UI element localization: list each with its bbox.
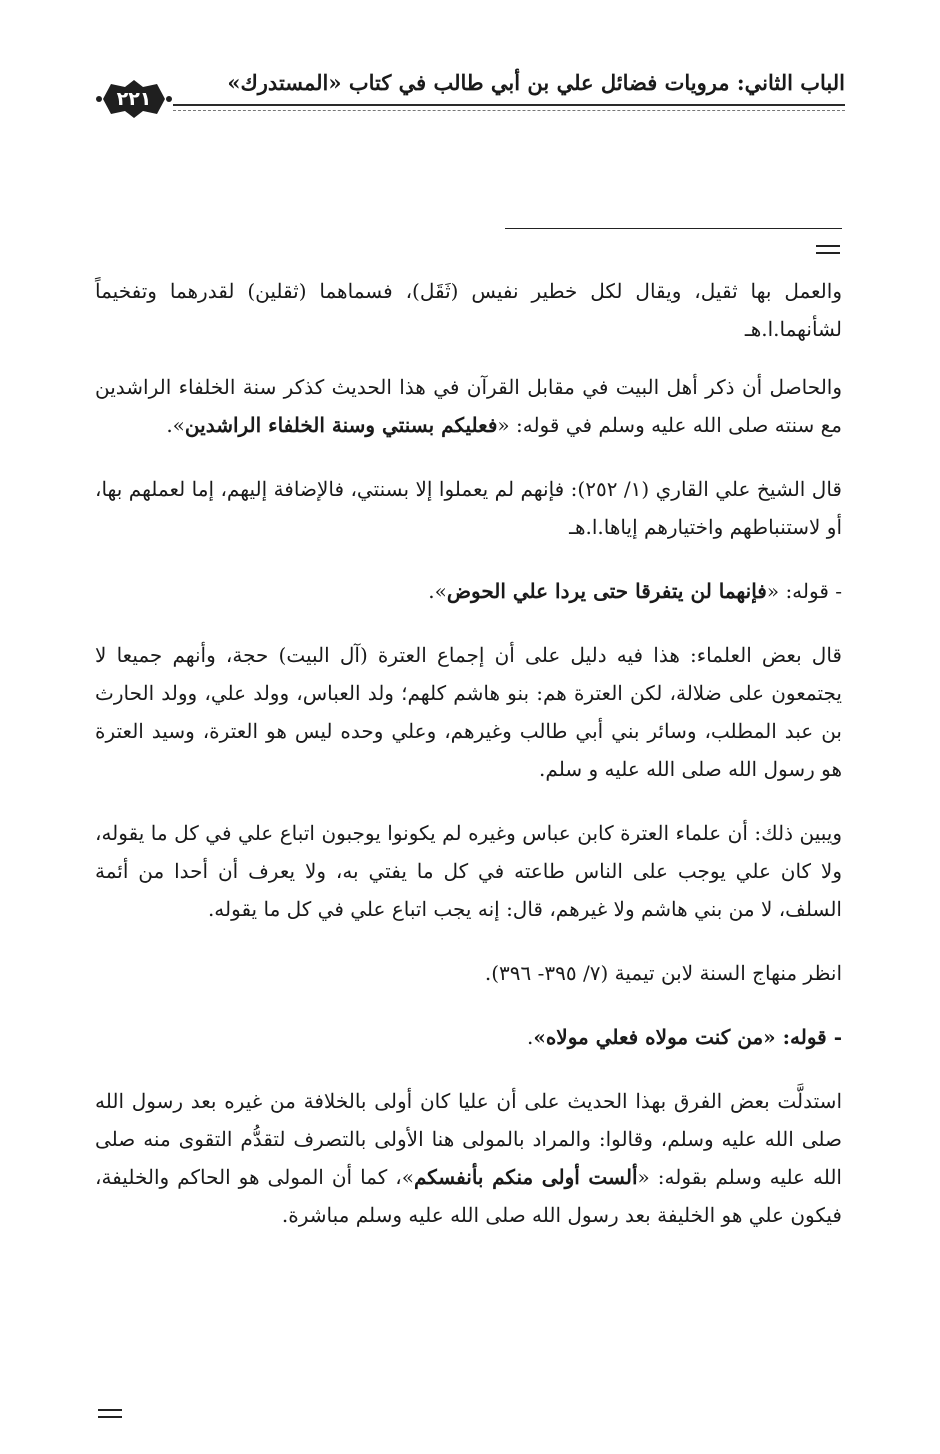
continuation-mark-icon [98, 1409, 122, 1418]
bold-quote: فإنهما لن يتفرقا حتى يردا علي الحوض [446, 579, 767, 603]
header-rule [173, 104, 845, 111]
page-number-badge [95, 78, 173, 120]
paragraph: قال الشيخ علي القاري (١/ ٢٥٢): فإنهم لم يعملوا إلا بسنتي، فالإضافة إليهم، إما لعملهم بها، أو لاستنباطهم واختيارهم إياها.ا.هـ [95, 477, 842, 539]
running-title: الباب الثاني: مرويات فضائل علي بن أبي طالب في كتاب «المستدرك» [227, 70, 845, 95]
page-header [95, 60, 845, 130]
page-body [95, 272, 842, 1260]
footnote-separator [505, 228, 842, 229]
bold-quote: «من كنت مولاه فعلي مولاه» [533, 1025, 776, 1049]
continuation-mark-icon [816, 245, 840, 254]
bold-lead: - قوله: [775, 1025, 842, 1049]
paragraph: والحاصل أن ذكر أهل البيت في مقابل القرآن في هذا الحديث كذكر سنة الخلفاء الراشدين مع سنته صلى الله عليه وسلم في قوله: «فعليكم بسنتي وسنة الخلفاء الراشدين». [95, 375, 842, 437]
bold-quote: ألست أولى منكم بأنفسكم [413, 1165, 638, 1189]
paragraph: قال بعض العلماء: هذا فيه دليل على أن إجماع العترة (آل البيت) حجة، وأنهم جميعا لا يجتمعون على ضلالة، لكن العترة هم: بنو هاشم كلهم؛ ولد العباس، وولد علي، وولد الحارث بن عبد المطلب، وسائر بني أبي طالب وغيرهم، وعلي وحده ليس هو العترة، وسيد العترة هو رسول الله صلى الله عليه و سلم. [95, 643, 842, 781]
paragraph: ويبين ذلك: أن علماء العترة كابن عباس وغيره لم يكونوا يوجبون اتباع علي في كل ما يقوله، ولا كان علي يوجب على الناس طاعته في كل ما يفتي به، ولا يعرف أن أحدا من أئمة السلف، لا من بني هاشم ولا غيرهم، قال: إنه يجب اتباع علي في كل ما يقوله. [95, 821, 842, 921]
paragraph: - قوله: «من كنت مولاه فعلي مولاه». [526, 1025, 842, 1049]
page-number: ٢٢١ [116, 88, 152, 110]
paragraph: انظر منهاج السنة لابن تيمية (٧/ ٣٩٥- ٣٩٦). [484, 961, 842, 985]
bold-quote: فعليكم بسنتي وسنة الخلفاء الراشدين [184, 413, 498, 437]
paragraph: والعمل بها ثقيل، ويقال لكل خطير نفيس (ثَقَل)، فسماهما (ثقلين) لقدرهما وتفخيماً لشأنهما.ا.هـ [95, 279, 842, 341]
paragraph: - قوله: «فإنهما لن يتفرقا حتى يردا علي الحوض». [428, 579, 842, 603]
paragraph: استدلَّت بعض الفرق بهذا الحديث على أن عليا كان أولى بالخلافة من غيره بعد رسول الله صلى الله عليه وسلم، وقالوا: والمراد بالمولى هنا الأولى بالتصرف لتقدُّم التقوى منه صلى الله عليه وسلم بقوله: «ألست أولى منكم بأنفسكم»، كما أن المولى هو الحاكم والخليفة، فيكون علي هو الخليفة بعد رسول الله صلى الله عليه وسلم مباشرة. [95, 1089, 842, 1227]
